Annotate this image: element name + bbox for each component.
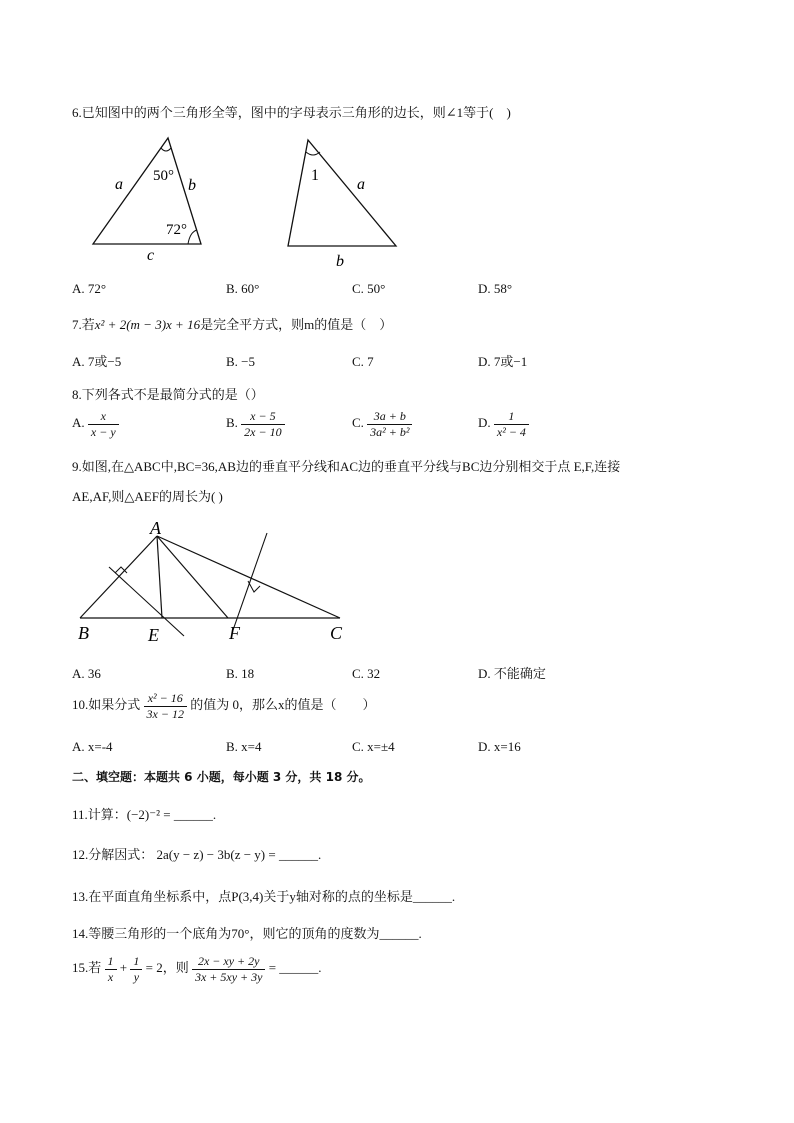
q15-fraction-1: $\frac{1}{x}$	[105, 955, 117, 983]
q7-suffix: 是完全平方式，则m的值是（ ）	[200, 317, 393, 332]
q9-label-A: A	[150, 518, 161, 538]
q9-label-C: C	[330, 623, 343, 643]
q15-plus: +	[119, 960, 128, 976]
q10-prefix: 10.如果分式	[72, 697, 141, 713]
q14-stem: 14.等腰三角形的一个底角为70°，则它的顶角的度数为______.	[72, 926, 422, 941]
q6-angle-50: 50°	[153, 168, 174, 184]
q8-option-c[interactable]	[352, 410, 412, 438]
q7-expression: x² + 2(m − 3)x + 16	[94, 317, 201, 332]
q6-stem: 6.已知图中的两个三角形全等，图中的字母表示三角形的边长，则∠1等于( )	[72, 105, 511, 120]
q9-option-b[interactable]: B. 18	[226, 666, 255, 681]
q9-option-d[interactable]: D. 不能确定	[478, 666, 546, 681]
q15-fraction-2: $\frac{1}{y}$	[130, 955, 142, 983]
q6-label-left-a: a	[115, 176, 123, 193]
q10-stem	[72, 692, 375, 720]
q15-prefix: 15.若	[72, 960, 102, 976]
q9-label-F: F	[229, 623, 240, 643]
q6-angle-72: 72°	[166, 222, 187, 238]
q6-option-d[interactable]: D. 58°	[478, 281, 513, 296]
q8-option-d-fraction: $\frac{1}{\text{x² − 4}}$	[494, 410, 529, 438]
q8-option-c-fraction: $\frac{3a + b}{\text{3a² + b²}}$	[367, 410, 412, 438]
q7-option-b[interactable]: B. −5	[226, 354, 256, 369]
q8-option-b[interactable]	[226, 410, 285, 438]
q7-option-a[interactable]: A. 7或−5	[72, 354, 122, 369]
q7-option-c[interactable]: C. 7	[352, 354, 374, 369]
q10-fraction: $\frac{\text{x² − 16}}{3x - 12}$	[144, 692, 187, 720]
q13-stem: 13.在平面直角坐标系中，点P(3,4)关于y轴对称的点的坐标是______.	[72, 889, 456, 904]
q6-left-right-arc	[188, 230, 197, 244]
q8-option-b-label: B.	[226, 415, 238, 431]
q6-label-right-b: b	[336, 253, 344, 270]
q6-label-left-c: c	[147, 247, 155, 264]
q6-label-left-b: b	[188, 177, 196, 194]
q11-stem: 11.计算：(−2)⁻² = ______.	[72, 807, 217, 822]
q6-label-right-a: a	[357, 176, 365, 193]
q9-triangle-figure	[72, 515, 362, 650]
q9-option-c[interactable]: C. 32	[352, 666, 381, 681]
q8-option-d[interactable]	[478, 410, 529, 438]
q9-option-a[interactable]: A. 36	[72, 666, 101, 681]
q9-label-E: E	[148, 625, 159, 645]
q6-right-triangle	[288, 140, 396, 246]
q6-triangles-figure	[80, 132, 420, 272]
q7-stem	[72, 318, 392, 331]
q10-option-a[interactable]: A. x=-4	[72, 739, 113, 754]
q15-suffix: = ______.	[268, 960, 322, 976]
q10-suffix: 的值为 0，那么x的值是（ ）	[190, 697, 376, 713]
q7-option-d[interactable]: D. 7或−1	[478, 354, 528, 369]
q15-mid: = 2，则	[145, 960, 189, 976]
q9-stem-line2: AE,AF,则△AEF的周长为( )	[72, 489, 223, 504]
q12-stem: 12.分解因式： 2a(y − z) − 3b(z − y) = ______.	[72, 847, 322, 862]
q6-option-c[interactable]: C. 50°	[352, 281, 386, 296]
q6-option-a[interactable]: A. 72°	[72, 281, 107, 296]
q9-label-B: B	[78, 623, 89, 643]
q10-option-c[interactable]: C. x=±4	[352, 739, 395, 754]
q6-label-1: 1	[311, 167, 319, 184]
q9-stem-line1: 9.如图,在△ABC中,BC=36,AB边的垂直平分线和AC边的垂直平分线与BC边分别相交于点 E,F,连接	[72, 459, 621, 474]
q8-option-d-label: D.	[478, 415, 491, 431]
q6-option-b[interactable]: B. 60°	[226, 281, 260, 296]
q10-option-d[interactable]: D. x=16	[478, 739, 521, 754]
q8-option-c-label: C.	[352, 415, 364, 431]
q8-option-a[interactable]	[72, 410, 119, 438]
q8-stem: 8.下列各式不是最简分式的是（）	[72, 387, 264, 402]
q8-option-b-fraction: $\frac{x - 5}{2x - 10}$	[241, 410, 284, 438]
q8-option-a-label: A.	[72, 415, 85, 431]
q15-fraction-3: $\frac{2x - xy + 2y}{3x + 5xy + 3y}$	[192, 955, 266, 983]
q15-stem	[72, 955, 322, 983]
q7-prefix: 7.若	[72, 317, 95, 332]
section-2-heading: 二、填空题：本题共 6 小题，每小题 3 分，共 18 分。	[72, 770, 371, 784]
q8-option-a-fraction: $\frac{x}{x - y}$	[88, 410, 119, 438]
q6-left-top-arc	[161, 148, 171, 151]
q10-option-b[interactable]: B. x=4	[226, 739, 262, 754]
